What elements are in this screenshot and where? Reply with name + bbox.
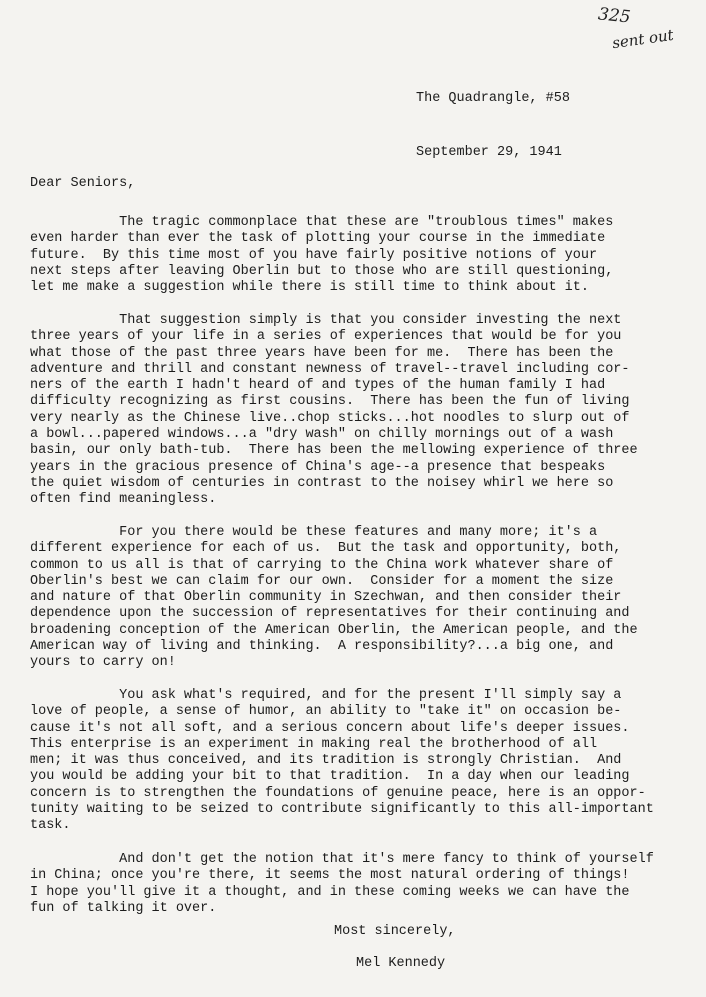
paragraph-line: American way of living and thinking. A responsibility?...a big one, and xyxy=(30,639,614,655)
paragraph-line: You ask what's required, and for the present I'll simply say a xyxy=(30,688,622,703)
paragraph-line: For you there would be these features and many more; it's a xyxy=(30,525,598,540)
paragraph-line: different experience for each of us. But the task and opportunity, both, xyxy=(30,541,622,557)
paragraph-line: ners of the earth I hadn't heard of and types of the human family I had xyxy=(30,378,606,394)
valediction: Most sincerely, xyxy=(334,924,456,939)
paragraph-line: concern is to strengthen the foundations of genuine peace, here is an oppor- xyxy=(30,785,646,801)
paragraph-5 xyxy=(30,852,654,917)
paragraph-1 xyxy=(30,215,613,296)
paragraph-line: cause it's not all soft, and a serious concern about life's deeper issues. xyxy=(30,720,630,736)
paragraph-line: difficulty recognizing as first cousins. There has been the fun of living xyxy=(30,394,630,410)
paragraph-line: dependence upon the succession of representatives for their continuing and xyxy=(30,606,630,622)
paragraph-line: I hope you'll give it a thought, and in these coming weeks we can have the xyxy=(30,884,630,900)
paragraph-line: And don't get the notion that it's mere fancy to think of yourself xyxy=(30,852,654,867)
paragraph-3 xyxy=(30,525,638,672)
paragraph-line: common to us all is that of carrying to the China work whatever share of xyxy=(30,557,614,573)
paragraph-line: fun of talking it over. xyxy=(30,900,217,916)
paragraph-line: and nature of that Oberlin community in Szechwan, and then consider their xyxy=(30,590,622,606)
paragraph-line: yours to carry on! xyxy=(30,655,176,671)
paragraph-line: what those of the past three years have been for me. There has been the xyxy=(30,345,614,361)
date-line: September 29, 1941 xyxy=(416,145,562,160)
paragraph-line: love of people, a sense of humor, an ability to "take it" on occasion be- xyxy=(30,704,622,720)
paragraph-line: the quiet wisdom of centuries in contrast to the noisey whirl we here so xyxy=(30,475,614,491)
paragraph-line: The tragic commonplace that these are "troublous times" makes xyxy=(30,215,614,230)
paragraph-line: tunity waiting to be seized to contribute significantly to this all-important xyxy=(30,802,654,818)
paragraph-line: adventure and thrill and constant newness of travel--travel including cor- xyxy=(30,361,630,377)
paragraph-line: future. By this time most of you have fairly positive notions of your xyxy=(30,247,598,263)
paragraph-line: men; it was thus conceived, and its tradition is strongly Christian. And xyxy=(30,753,622,769)
paragraph-line: often find meaningless. xyxy=(30,492,217,508)
archive-number-annotation: 325 xyxy=(597,4,632,28)
paragraph-line: years in the gracious presence of China's age--a presence that bespeaks xyxy=(30,459,606,475)
paragraph-line: task. xyxy=(30,818,71,834)
paragraph-line: three years of your life in a series of experiences that would be for you xyxy=(30,329,622,345)
paragraph-line: next steps after leaving Oberlin but to those who are still questioning, xyxy=(30,263,614,279)
paragraph-line: This enterprise is an experiment in making real the brotherhood of all xyxy=(30,736,598,752)
paragraph-line: broadening conception of the American Oberlin, the American people, and the xyxy=(30,622,638,638)
paragraph-line: basin, our only bath-tub. There has been the mellowing experience of three xyxy=(30,443,638,459)
address-line: The Quadrangle, #58 xyxy=(416,91,570,106)
letter-header xyxy=(416,54,570,198)
paragraph-line: even harder than ever the task of plotting your course in the immediate xyxy=(30,231,606,247)
paragraph-line: let me make a suggestion while there is still time to think about it. xyxy=(30,280,589,296)
paragraph-2 xyxy=(30,313,638,509)
sent-out-annotation: sent out xyxy=(611,25,675,53)
paragraph-line: very nearly as the Chinese live..chop sticks...hot noodles to slurp out of xyxy=(30,410,630,426)
salutation: Dear Seniors, xyxy=(30,176,136,191)
signature: Mel Kennedy xyxy=(356,956,446,971)
paragraph-line: That suggestion simply is that you consider investing the next xyxy=(30,313,622,328)
paragraph-line: you would be adding your bit to that tradition. In a day when our leading xyxy=(30,769,630,785)
paragraph-line: Oberlin's best we can claim for our own. Consider for a moment the size xyxy=(30,573,614,589)
paragraph-line: a bowl...papered windows...a "dry wash" on chilly mornings out of a wash xyxy=(30,427,614,443)
paragraph-line: in China; once you're there, it seems the most natural ordering of things! xyxy=(30,868,630,884)
paragraph-4 xyxy=(30,688,654,835)
